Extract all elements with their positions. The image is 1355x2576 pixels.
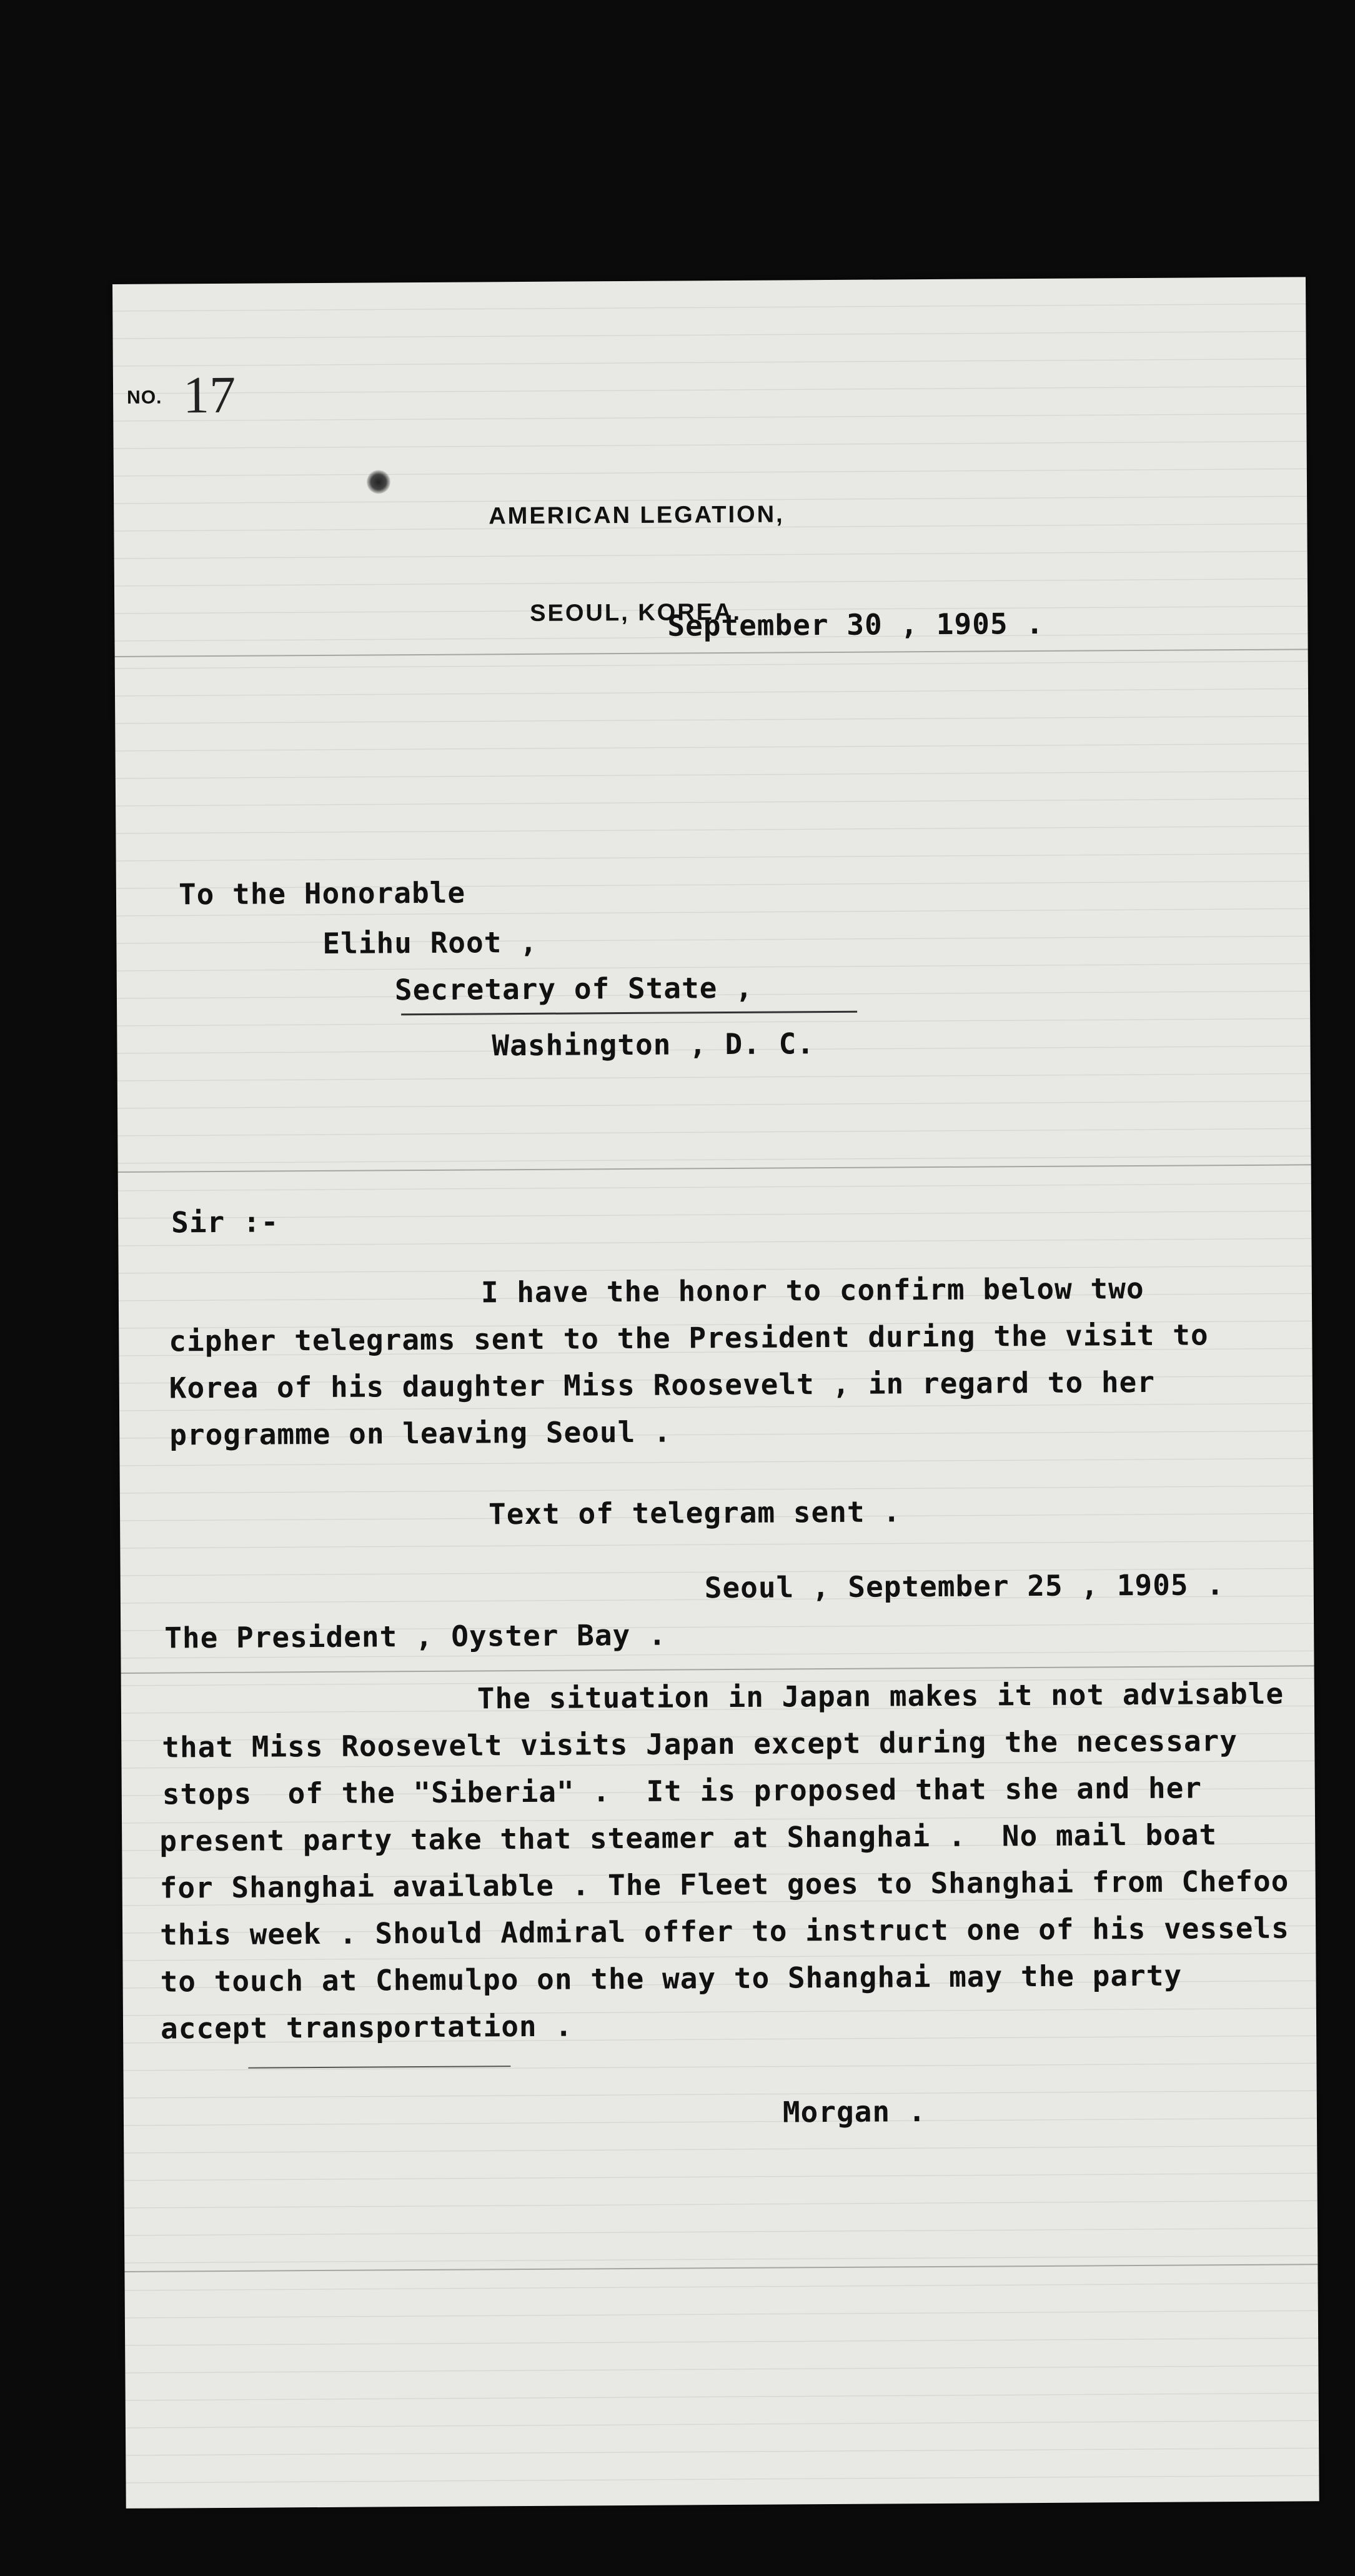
letter-date: September 30 , 1905 .: [667, 606, 1045, 643]
telegram-line-6: this week . Should Admiral offer to instruct one of his vessels: [159, 1911, 1290, 1952]
address-line-2: Elihu Root ,: [322, 925, 538, 960]
telegram-line-8: accept transportation .: [160, 2009, 573, 2046]
letter-page: [112, 277, 1319, 2509]
telegram-line-2: that Miss Roosevelt visits Japan except during the necessary: [162, 1724, 1238, 1764]
ink-blot: [367, 470, 390, 494]
telegram-line-1: The situation in Japan makes it not advisable: [477, 1676, 1284, 1716]
telegram-underline: [248, 2066, 510, 2069]
body-line-2: cipher telegrams sent to the President during the visit to: [169, 1318, 1209, 1358]
document-number-value: 17: [182, 366, 236, 425]
telegram-heading: Text of telegram sent .: [488, 1494, 901, 1531]
telegram-line-7: to touch at Chemulpo on the way to Shanghai may the party: [160, 1958, 1183, 1999]
letterhead: [488, 433, 785, 695]
body-line-1: I have the honor to confirm below two: [480, 1271, 1144, 1310]
body-line-3: Korea of his daughter Miss Roosevelt , in regard to her: [169, 1365, 1156, 1405]
address-line-3: Secretary of State ,: [394, 970, 753, 1007]
telegram-line-5: for Shanghai available . The Fleet goes to Shanghai from Chefoo: [159, 1864, 1289, 1905]
address-line-4: Washington , D. C.: [492, 1027, 815, 1063]
salutation: Sir :-: [171, 1205, 279, 1240]
telegram-addressee: The President , Oyster Bay .: [164, 1618, 667, 1655]
letterhead-line-2: SEOUL, KOREA.: [530, 599, 742, 627]
ruled-line: [118, 1164, 1311, 1173]
telegram-line-3: stops of the "Siberia" . It is proposed that she and her: [162, 1771, 1203, 1811]
telegram-signature: Morgan .: [782, 2094, 926, 2129]
letterhead-line-1: AMERICAN LEGATION,: [489, 501, 785, 530]
telegram-line-4: present party take that steamer at Shanghai . No mail boat: [159, 1818, 1218, 1858]
body-line-4: programme on leaving Seoul .: [169, 1415, 672, 1452]
document-number-label: NO.: [127, 387, 162, 408]
ruled-line: [121, 1665, 1314, 1674]
telegram-dateline: Seoul , September 25 , 1905 .: [704, 1568, 1225, 1605]
ruled-line: [124, 2264, 1318, 2272]
address-line-1: To the Honorable: [178, 875, 466, 912]
address-underline: [401, 1011, 857, 1015]
